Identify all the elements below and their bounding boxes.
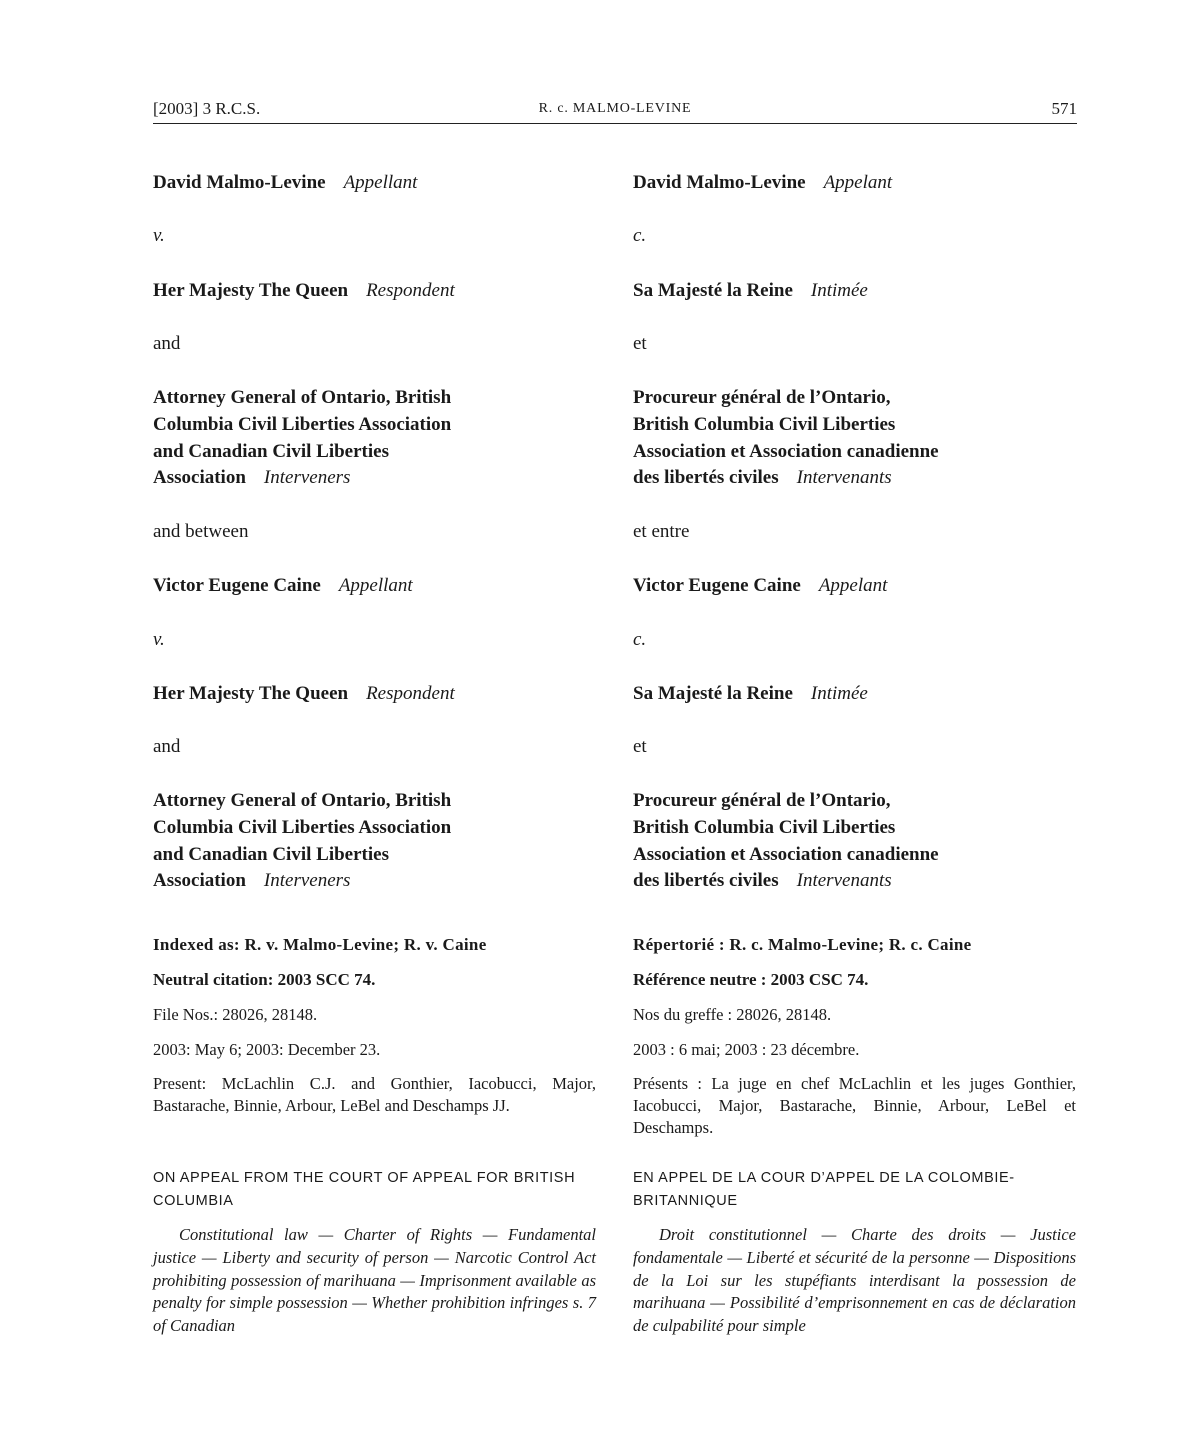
headnote-summary: Droit constitutionnel — Charte des droits — Justice fondamentale — Liberté et sécurité de la personne — Dispositions de la Loi sur les stupéfiants interdisant la possession de marihuana — Possibilité d’emprisonnement en cas de déclaration de culpabilité pour simple — [633, 1225, 1076, 1336]
interveners-line: and Canadian Civil Liberties — [153, 441, 389, 462]
versus: v. — [153, 629, 165, 650]
party-line — [153, 681, 596, 708]
party-role: Appellant — [343, 172, 418, 193]
interveners-line: Columbia Civil Liberties Association — [153, 414, 452, 435]
party-line — [153, 573, 596, 600]
interveners-line: British Columbia Civil Liberties — [633, 817, 896, 838]
interveners-line: des libertés civiles Intervenants — [633, 870, 892, 891]
party-role: Appelant — [823, 172, 893, 193]
party-line — [633, 573, 1076, 600]
conjunction: and between — [153, 521, 249, 542]
headnote-summary: Constitutional law — Charter of Rights — Fundamental justice — Liberty and security of person — Narcotic Control Act prohibiting possession of marihuana — Imprisonment available as penalty for simple possession — Whether prohibition infringes s. 7 of Canadian — [153, 1225, 596, 1336]
versus: c. — [633, 225, 647, 246]
party-name: Victor Eugene Caine — [153, 575, 321, 596]
present-judges: Présents : La juge en chef McLachlin et les juges Gonthier, Iacobucci, Major, Bastarache, Binnie, Arbour, LeBel et Deschamps. — [633, 1074, 1076, 1137]
party-role: Respondent — [366, 280, 455, 301]
conjunction: et — [633, 333, 647, 354]
present-judges: Present: McLachlin C.J. and Gonthier, Iacobucci, Major, Bastarache, Binnie, Arbour, LeBel and Deschamps JJ. — [153, 1074, 596, 1115]
party-line — [633, 681, 1076, 708]
interveners-line: Attorney General of Ontario, British — [153, 387, 452, 408]
party-name: Her Majesty The Queen — [153, 683, 349, 704]
appeal-heading: EN APPEL DE LA COUR D’APPEL DE LA COLOMBIE-BRITANNIQUE — [633, 1170, 1015, 1209]
running-header — [153, 97, 1077, 124]
neutral-citation: Neutral citation: 2003 SCC 74. — [153, 970, 376, 989]
file-numbers: Nos du greffe : 28026, 28148. — [633, 1005, 832, 1024]
party-line — [153, 278, 596, 305]
party-role: Intervenants — [796, 870, 892, 891]
party-role: Interveners — [263, 870, 351, 891]
interveners-line: Association Interveners — [153, 870, 351, 891]
file-numbers: File Nos.: 28026, 28148. — [153, 1005, 318, 1024]
interveners-line: Attorney General of Ontario, British — [153, 790, 452, 811]
interveners-line: Procureur général de l’Ontario, — [633, 790, 891, 811]
header-case-name: R. c. MALMO-LEVINE — [538, 101, 692, 116]
hearing-dates: 2003 : 6 mai; 2003 : 23 décembre. — [633, 1040, 860, 1059]
appeal-heading: ON APPEAL FROM THE COURT OF APPEAL FOR BRITISH COLUMBIA — [153, 1170, 576, 1209]
party-name: Sa Majesté la Reine — [633, 683, 793, 704]
interveners-line: Association et Association canadienne — [633, 844, 939, 865]
party-role: Intimée — [810, 280, 868, 301]
party-role: Respondent — [366, 683, 455, 704]
conjunction: and — [153, 736, 181, 757]
header-volume: [2003] 3 R.C.S. — [153, 99, 261, 118]
party-line — [153, 170, 596, 197]
interveners-line: Association Interveners — [153, 467, 351, 488]
conjunction: and — [153, 333, 181, 354]
interveners-line: des libertés civiles Intervenants — [633, 467, 892, 488]
party-name: David Malmo-Levine — [633, 172, 806, 193]
interveners-line: Procureur général de l’Ontario, — [633, 387, 891, 408]
party-role: Appelant — [818, 575, 888, 596]
party-role: Intimée — [810, 683, 868, 704]
conjunction: et — [633, 736, 647, 757]
header-page-number: 571 — [1051, 99, 1077, 118]
interveners-line: British Columbia Civil Liberties — [633, 414, 896, 435]
party-role: Interveners — [263, 467, 351, 488]
interveners-line: Association et Association canadienne — [633, 441, 939, 462]
versus: c. — [633, 629, 647, 650]
party-role: Appellant — [338, 575, 413, 596]
party-name: David Malmo-Levine — [153, 172, 326, 193]
party-name: Sa Majesté la Reine — [633, 280, 793, 301]
party-line — [633, 170, 1076, 197]
party-name: Victor Eugene Caine — [633, 575, 801, 596]
party-line — [633, 278, 1076, 305]
interveners-line: Columbia Civil Liberties Association — [153, 817, 452, 838]
interveners-line: and Canadian Civil Liberties — [153, 844, 389, 865]
party-role: Intervenants — [796, 467, 892, 488]
indexed-as: Indexed as: R. v. Malmo-Levine; R. v. Caine — [153, 935, 487, 954]
indexed-as: Répertorié : R. c. Malmo-Levine; R. c. Caine — [633, 935, 972, 954]
party-name: Her Majesty The Queen — [153, 280, 349, 301]
hearing-dates: 2003: May 6; 2003: December 23. — [153, 1040, 381, 1059]
versus: v. — [153, 225, 165, 246]
neutral-citation: Référence neutre : 2003 CSC 74. — [633, 970, 869, 989]
conjunction: et entre — [633, 521, 690, 542]
